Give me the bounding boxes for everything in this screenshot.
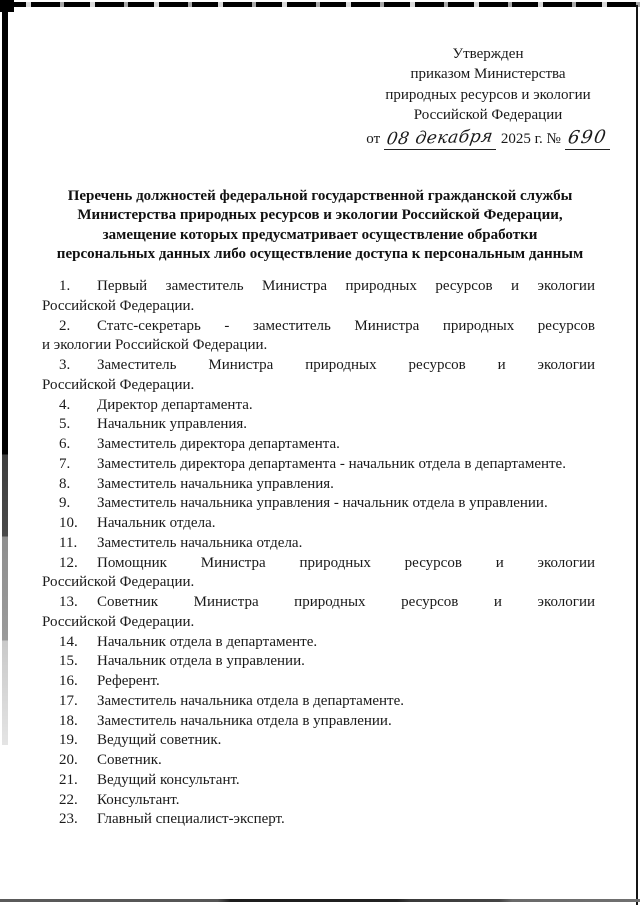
list-item-line: 11. Заместитель начальника отдела. [42, 534, 595, 554]
positions-list [42, 277, 595, 830]
item-number: 2. [59, 317, 71, 334]
item-number: 17. [59, 692, 78, 709]
item-number: 22. [59, 791, 78, 808]
item-number: 4. [59, 396, 71, 413]
list-item-line: 17. Заместитель начальника отдела в департаменте. [42, 692, 595, 712]
list-item [42, 712, 595, 732]
item-number: 15. [59, 653, 78, 670]
approval-line-2: приказом Министерства [410, 66, 566, 83]
item-number: 19. [59, 732, 78, 749]
list-item-line: 1. Первый заместитель Министра природных ресурсов и экологии [42, 277, 595, 297]
list-item [42, 277, 595, 317]
approval-stamp [368, 44, 608, 150]
handwritten-date-underline [384, 128, 496, 150]
list-item-line: Российской Федерации. [42, 297, 195, 314]
list-item [42, 356, 595, 396]
list-item [42, 810, 595, 830]
title-line-1: Перечень должностей федеральной государственной гражданской службы [67, 188, 573, 204]
list-item-line: Российской Федерации. [42, 613, 195, 630]
list-item-line: 23. Главный специалист-эксперт. [42, 810, 595, 830]
item-number: 3. [59, 357, 71, 373]
item-number: 13. [59, 594, 78, 610]
handwritten-number-underline [565, 128, 610, 150]
list-item-line: 16. Референт. [42, 672, 595, 692]
item-number: 10. [59, 515, 78, 531]
list-item-line: и экологии Российской Федерации. [42, 337, 268, 354]
approval-line-4: Российской Федерации [413, 107, 563, 124]
list-item [42, 534, 595, 554]
list-item-line: 7. Заместитель директора департамента - начальник отдела в департаменте. [42, 455, 595, 475]
list-item [42, 475, 595, 495]
list-item-line: 9. Заместитель начальника управления - начальник отдела в управлении. [42, 494, 595, 514]
list-item-line: 2. Статс-секретарь - заместитель Министра природных ресурсов [42, 317, 595, 337]
list-item [42, 396, 595, 416]
handwritten-date: 08 декабря [385, 126, 495, 150]
title-line-4: персональных данных либо осуществление доступа к персональным данным [56, 246, 584, 263]
item-number: 18. [59, 712, 78, 729]
list-item [42, 317, 595, 357]
list-item-line: Российской Федерации. [42, 376, 195, 393]
item-number: 9. [59, 495, 71, 512]
list-item-line: 19. Ведущий советник. [42, 731, 595, 751]
scan-border-top [0, 2, 640, 7]
handwritten-number: 690 [566, 126, 609, 149]
list-item [42, 731, 595, 751]
item-number: 21. [59, 771, 78, 788]
list-item [42, 672, 595, 692]
list-item [42, 771, 595, 791]
item-number: 23. [59, 811, 78, 828]
list-item [42, 751, 595, 771]
list-item [42, 435, 595, 455]
scan-corner-blob [0, 0, 14, 12]
item-number: 14. [59, 633, 78, 650]
item-number: 5. [59, 416, 71, 433]
scan-border-left [2, 0, 8, 745]
approval-line-3: природных ресурсов и экологии [385, 86, 591, 103]
list-item-line: 20. Советник. [42, 751, 595, 771]
item-number: 6. [59, 436, 71, 452]
list-item-line: 10. Начальник отдела. [42, 514, 595, 534]
list-item-line: 14. Начальник отдела в департаменте. [42, 633, 595, 653]
item-number: 12. [59, 554, 78, 571]
item-number: 7. [59, 455, 71, 472]
list-item-line: Российской Федерации. [42, 574, 195, 591]
list-item-line: 5. Начальник управления. [42, 415, 595, 435]
list-item [42, 692, 595, 712]
list-item-line: 8. Заместитель начальника управления. [42, 475, 595, 495]
year-and-number-label: 2025 г. № [500, 130, 561, 147]
title-line-3: замещение которых предусматривает осуществление обработки [102, 226, 538, 243]
item-number: 8. [59, 475, 71, 492]
list-item-line: 12. Помощник Министра природных ресурсов и экологии [42, 554, 595, 574]
list-item-line: 21. Ведущий консультант. [42, 771, 595, 791]
list-item [42, 791, 595, 811]
list-item [42, 455, 595, 475]
list-item [42, 593, 595, 633]
list-item [42, 494, 595, 514]
approval-date-line [368, 128, 608, 150]
list-item-line: 18. Заместитель начальника отдела в управлении. [42, 712, 595, 732]
list-item-line: 3. Заместитель Министра природных ресурсов и экологии [42, 356, 595, 376]
list-item-line: 6. Заместитель директора департамента. [42, 435, 595, 455]
scan-border-right [636, 5, 638, 905]
list-item [42, 652, 595, 672]
title-line-2: Министерства природных ресурсов и экологии Российской Федерации, [77, 207, 563, 224]
scan-border-bottom [0, 899, 640, 902]
list-item-line: 13. Советник Министра природных ресурсов и экологии [42, 593, 595, 613]
list-item [42, 633, 595, 653]
list-item-line: 15. Начальник отдела в управлении. [42, 652, 595, 672]
item-number: 16. [59, 673, 78, 689]
item-number: 20. [59, 752, 78, 768]
approval-line-1: Утвержден [452, 46, 524, 62]
date-prefix: от [366, 130, 381, 147]
list-item [42, 514, 595, 534]
list-item-line: 4. Директор департамента. [42, 396, 595, 416]
item-number: 1. [59, 278, 71, 294]
item-number: 11. [59, 534, 78, 551]
list-item-line: 22. Консультант. [42, 791, 595, 811]
list-item [42, 554, 595, 594]
document-title [44, 187, 596, 265]
list-item [42, 415, 595, 435]
